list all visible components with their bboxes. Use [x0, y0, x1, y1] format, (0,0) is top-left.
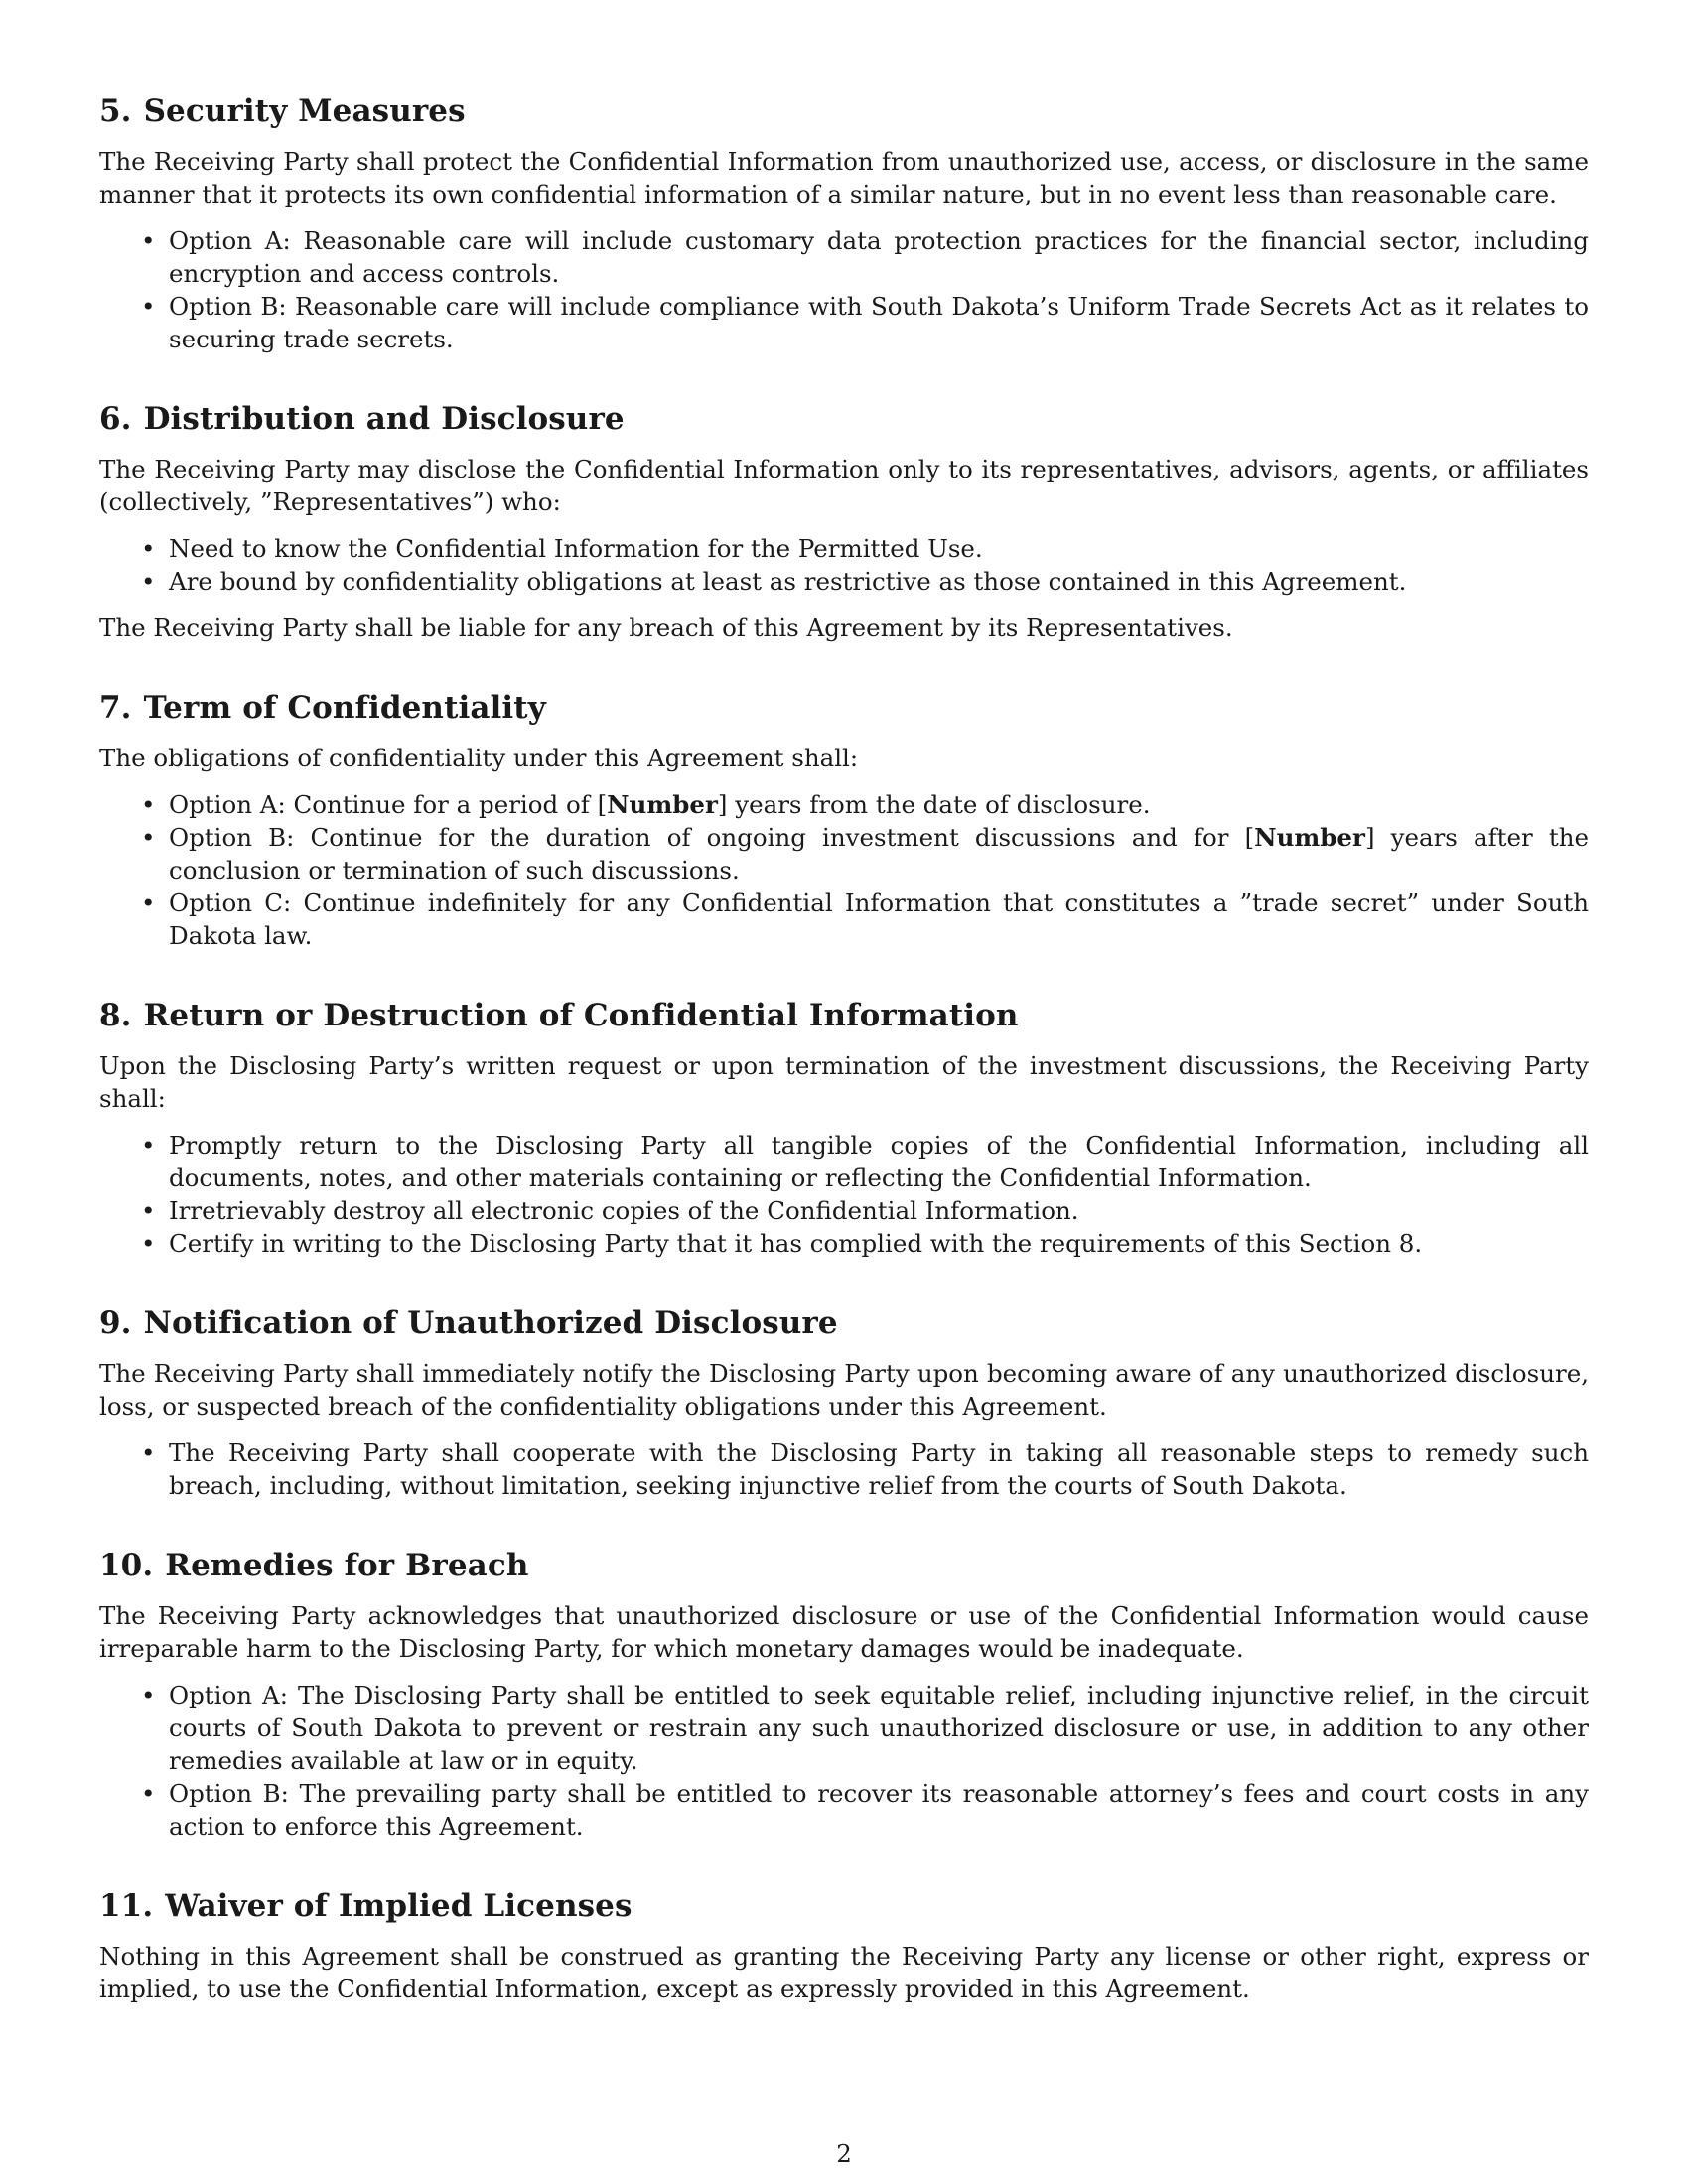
section-number: 8. [99, 998, 132, 1033]
section-title: Notification of Unauthorized Disclosure [143, 1305, 838, 1341]
list-item [169, 532, 1589, 565]
section-title: Term of Confidentiality [143, 690, 546, 726]
section-heading [99, 1303, 1589, 1343]
list-item-text: Option B: Continue for the duration of ongoing investment discussions and for [ [169, 823, 1255, 852]
document-body [99, 91, 1589, 2019]
section [99, 1886, 1589, 2005]
section-number: 6. [99, 401, 132, 437]
list-item-text: Irretrievably destroy all electronic copies of the Confidential Information. [169, 1196, 1079, 1225]
section-title: Remedies for Breach [165, 1548, 529, 1583]
section-number: 7. [99, 690, 132, 726]
list-item-text: Promptly return to the Disclosing Party all tangible copies of the Confidential Information, including all documents, notes, and other materials containing or reflecting the Confidential Information. [169, 1131, 1589, 1192]
list-item-text: Need to know the Confidential Information for the Permitted Use. [169, 534, 983, 563]
section-title: Return or Destruction of Confidential Information [143, 998, 1019, 1033]
section-number: 10. [99, 1548, 154, 1583]
section-spacer [99, 1274, 1589, 1303]
bullet-list [99, 224, 1589, 355]
list-item [169, 788, 1589, 821]
bullet-list [99, 1436, 1589, 1502]
paragraph: The Receiving Party shall be liable for any breach of this Agreement by its Representatives. [99, 614, 1233, 642]
section-heading [99, 996, 1589, 1035]
section [99, 996, 1589, 1260]
list-item [169, 224, 1589, 290]
list-item-text: ] years after the conclusion or termination of such discussions. [169, 823, 1589, 885]
paragraph: The obligations of confidentiality under this Agreement shall: [99, 744, 859, 772]
paragraph: The Receiving Party may disclose the Confidential Information only to its representatives, advisors, agents, or affiliates (collectively, ”Representatives”) who: [99, 455, 1589, 516]
list-item-text: Option B: The prevailing party shall be entitled to recover its reasonable attorney’s fees and court costs in any action to enforce this Agreement. [169, 1779, 1589, 1841]
section-title: Security Measures [143, 93, 466, 129]
list-item [169, 887, 1589, 952]
list-item [169, 1777, 1589, 1843]
paragraph: Upon the Disclosing Party’s written request or upon termination of the investment discussions, the Receiving Party shall: [99, 1051, 1589, 1113]
bullet-list [99, 788, 1589, 952]
section-spacer [99, 658, 1589, 688]
section-spacer [99, 1856, 1589, 1886]
section-number: 11. [99, 1888, 154, 1924]
list-item [169, 1194, 1589, 1227]
list-item-text: Option B: Reasonable care will include compliance with South Dakota’s Uniform Trade Secrets Act as it relates to securing trade secrets. [169, 292, 1589, 353]
section [99, 399, 1589, 644]
list-item-text: The Receiving Party shall cooperate with the Disclosing Party in taking all reasonable steps to remedy such breach, including, without limitation, seeking injunctive relief from the courts of South Dakota. [169, 1438, 1589, 1500]
list-item-text: Are bound by confidentiality obligations at least as restrictive as those contained in this Agreement. [169, 567, 1407, 596]
section [99, 1546, 1589, 1843]
page-number: 2 [836, 2139, 852, 2168]
section [99, 1303, 1589, 1502]
list-item-text: Option A: The Disclosing Party shall be entitled to seek equitable relief, including injunctive relief, in the circuit courts of South Dakota to prevent or restrain any such unauthorized disclosure or use, in addition to any other remedies available at law or in equity. [169, 1681, 1589, 1775]
section-heading [99, 1886, 1589, 1926]
bullet-list [99, 1129, 1589, 1260]
list-item-text: Option A: Reasonable care will include customary data protection practices for the financial sector, including encryption and access controls. [169, 226, 1589, 288]
bullet-list [99, 1679, 1589, 1843]
section-heading [99, 1546, 1589, 1585]
section-number: 9. [99, 1305, 132, 1341]
section-heading [99, 688, 1589, 728]
section-title: Distribution and Disclosure [143, 401, 625, 437]
list-item [169, 1436, 1589, 1502]
section [99, 91, 1589, 355]
section-number: 5. [99, 93, 132, 129]
section-spacer [99, 1516, 1589, 1546]
section-spacer [99, 369, 1589, 399]
paragraph: The Receiving Party shall immediately notify the Disclosing Party upon becoming aware of any unauthorized disclosure, loss, or suspected breach of the confidentiality obligations under this Agreement. [99, 1359, 1589, 1421]
section-heading [99, 399, 1589, 439]
placeholder-number: Number [607, 790, 718, 819]
list-item [169, 565, 1589, 598]
section-spacer [99, 966, 1589, 996]
paragraph: The Receiving Party acknowledges that unauthorized disclosure or use of the Confidential Information would cause irreparable harm to the Disclosing Party, for which monetary damages would be inadequate. [99, 1601, 1589, 1663]
section-heading [99, 91, 1589, 131]
paragraph: The Receiving Party shall protect the Confidential Information from unauthorized use, access, or disclosure in the same manner that it protects its own confidential information of a similar nature, but in no event less than reasonable care. [99, 147, 1589, 208]
section-title: Waiver of Implied Licenses [165, 1888, 633, 1924]
list-item-text: Option A: Continue for a period of [ [169, 790, 608, 819]
list-item [169, 821, 1589, 887]
paragraph: Nothing in this Agreement shall be construed as granting the Receiving Party any license or other right, express or implied, to use the Confidential Information, except as expressly provided in this Agreement. [99, 1942, 1589, 2003]
list-item [169, 1129, 1589, 1194]
list-item-text: ] years from the date of disclosure. [717, 790, 1151, 819]
list-item [169, 1227, 1589, 1260]
list-item-text: Option C: Continue indefinitely for any Confidential Information that constitutes a ”trade secret” under South Dakota law. [169, 888, 1589, 950]
list-item-text: Certify in writing to the Disclosing Party that it has complied with the requirements of this Section 8. [169, 1229, 1423, 1258]
list-item [169, 1679, 1589, 1777]
list-item [169, 290, 1589, 355]
section [99, 688, 1589, 952]
placeholder-number: Number [1254, 823, 1365, 852]
bullet-list [99, 532, 1589, 598]
